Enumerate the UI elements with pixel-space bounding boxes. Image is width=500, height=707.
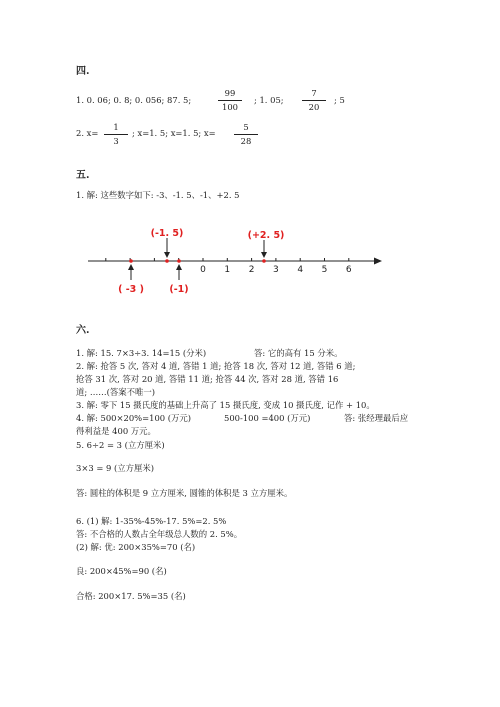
denominator: 3 bbox=[113, 136, 119, 146]
tick-label: 0 bbox=[200, 265, 206, 275]
section-4-heading: 四. bbox=[76, 66, 90, 77]
q2-mid: ; x=1. 5; x=1. 5; x= bbox=[132, 128, 216, 138]
number-line-arrowhead bbox=[374, 258, 382, 265]
numerator: 1 bbox=[113, 122, 119, 132]
s6-line-3: 抢答 31 次, 答对 20 道, 答错 11 道; 抢答 44 次, 答对 28 道, 答错 16 bbox=[76, 374, 339, 384]
q1-mid: ; 1. 05; bbox=[254, 95, 284, 105]
q1-prefix: 1. 0. 06; 0. 8; 0. 056; 87. 5; bbox=[76, 95, 192, 105]
s6-line-12: 答: 不合格的人数占全年级总人数的 2. 5%。 bbox=[76, 529, 243, 539]
marker-minus-1 bbox=[177, 259, 181, 263]
arrowhead-plus-2-5 bbox=[261, 252, 267, 258]
s6-line-2: 2. 解: 抢答 5 次, 答对 4 道, 答错 1 道; 抢答 18 次, 答对 12 道, 答错 6 道; bbox=[76, 361, 356, 371]
denominator: 20 bbox=[308, 102, 320, 112]
marker-minus-3 bbox=[129, 259, 133, 263]
label-minus-1: (-1) bbox=[169, 284, 189, 295]
tick-label: 3 bbox=[273, 265, 279, 275]
tick-label: 2 bbox=[248, 265, 255, 275]
s6-line-10: 答: 圆柱的体积是 9 立方厘米, 圆锥的体积是 3 立方厘米。 bbox=[76, 488, 293, 498]
s6-line-13: (2) 解: 优: 200×35%=70 (名) bbox=[76, 542, 196, 552]
numerator: 99 bbox=[224, 88, 236, 98]
s6-line-5: 3. 解: 零下 15 摄氏度的基础上升高了 15 摄氏度, 变成 10 摄氏度, 记作 + 10。 bbox=[76, 400, 375, 410]
s6-line-9: 3×3 = 9 (立方厘米) bbox=[76, 463, 155, 473]
arrowhead-minus-1-5 bbox=[164, 252, 170, 258]
label-minus-1-5: (-1. 5) bbox=[150, 228, 184, 239]
marker-minus-1-5 bbox=[165, 259, 169, 263]
s6-line-11: 6. (1) 解: 1-35%-45%-17. 5%=2. 5% bbox=[76, 516, 227, 526]
tick-label: 1 bbox=[224, 265, 231, 275]
s5-line1: 1. 解: 这些数字如下: -3、-1. 5、-1、+2. 5 bbox=[76, 190, 240, 200]
s6-line-1-answer: 答: 它的高有 15 分米。 bbox=[254, 348, 343, 358]
denominator: 100 bbox=[222, 102, 238, 112]
s6-line-6c: 答: 张经理最后应 bbox=[344, 413, 409, 423]
label-minus-3: ( -3 ) bbox=[118, 284, 144, 295]
label-plus-2-5: (+2. 5) bbox=[247, 230, 285, 241]
s6-line-4: 道; ……(答案不唯一) bbox=[76, 387, 156, 397]
section-6-heading: 六. bbox=[76, 325, 90, 336]
section-5-heading: 五. bbox=[76, 170, 90, 181]
s6-line-15: 合格: 200×17. 5%=35 (名) bbox=[76, 591, 186, 601]
numerator: 7 bbox=[311, 88, 317, 98]
marker-plus-2-5 bbox=[262, 259, 266, 263]
tick-label: 5 bbox=[321, 265, 328, 275]
arrowhead-minus-1 bbox=[176, 264, 182, 270]
denominator: 28 bbox=[240, 136, 252, 146]
s6-line-7: 得利益是 400 万元。 bbox=[76, 426, 156, 436]
s6-line-1: 1. 解: 15. 7×3÷3. 14=15 (分米) bbox=[76, 348, 207, 358]
arrowhead-minus-3 bbox=[128, 264, 134, 270]
q1-suffix: ; 5 bbox=[334, 95, 345, 105]
s6-line-6b: 500-100 =400 (万元) bbox=[224, 413, 311, 423]
number-line-tick-labels bbox=[200, 265, 352, 275]
s6-line-8: 5. 6÷2 = 3 (立方厘米) bbox=[76, 440, 165, 450]
numerator: 5 bbox=[243, 122, 249, 132]
tick-label: 4 bbox=[297, 265, 304, 275]
tick-label: 6 bbox=[345, 265, 352, 275]
s6-line-14: 良: 200×45%=90 (名) bbox=[76, 566, 167, 576]
s6-line-6a: 4. 解: 500×20%=100 (万元) bbox=[76, 413, 192, 423]
q2-prefix: 2. x= bbox=[76, 128, 99, 138]
